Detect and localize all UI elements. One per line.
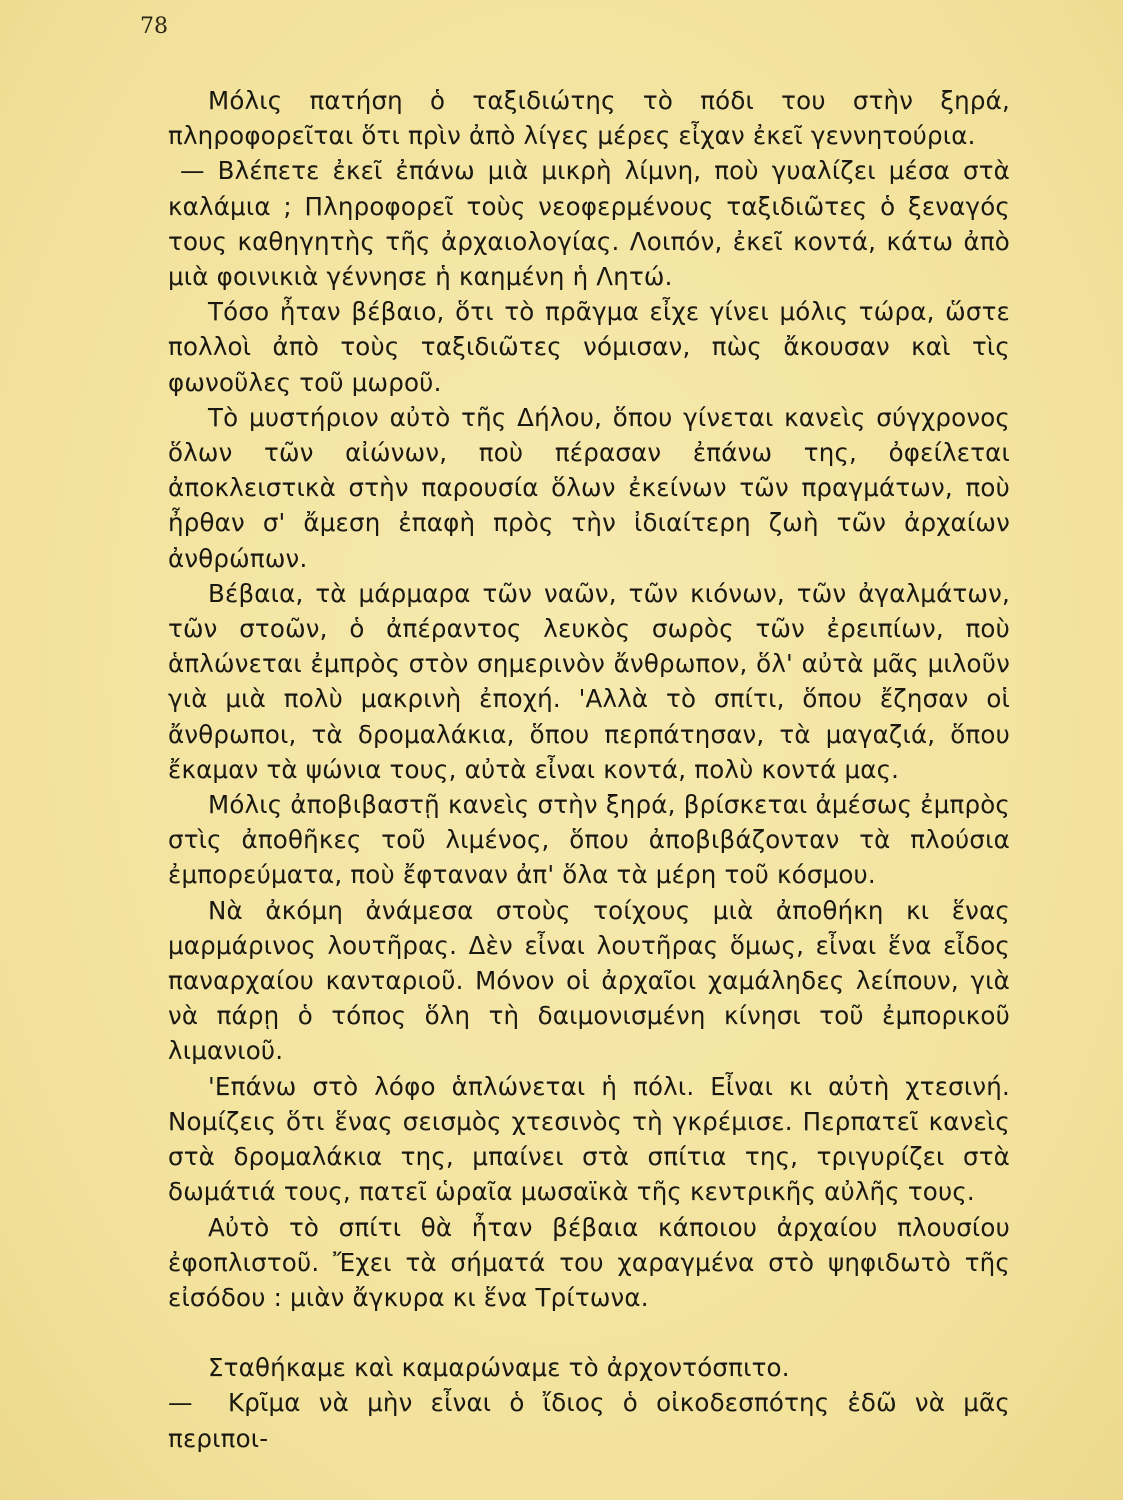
paragraph: Τὸ μυστήριον αὐτὸ τῆς Δήλου, ὅπου γίνεται κανεὶς σύγχρονος ὅλων τῶν αἰώνων, ποὺ πέρασαν ἐπάνω της, ὀφείλεται ἀποκλειστικὰ στὴν παρουσία ὅλων ἐκείνων τῶν πραγμάτων, ποὺ ἦρθαν σ' ἄμεση ἐπαφὴ πρὸς τὴν ἰδιαίτερη ζωὴ τῶν ἀρχαίων ἀνθρώπων. (168, 402, 1010, 573)
paragraph: — Βλέπετε ἐκεῖ ἐπάνω μιὰ μικρὴ λίμνη, ποὺ γυαλίζει μέσα στὰ καλάμια ; Πληροφορεῖ τοὺς νεοφερμένους ταξιδιῶτες ὁ ξεναγός τους καθηγητὴς τῆς ἀρχαιολογίας. Λοιπόν, ἐκεῖ κοντά, κάτω ἀπὸ μιὰ φοινικιὰ γέννησε ἡ καημένη ἡ Λητώ. (168, 156, 1010, 292)
paragraph: Μόλις ἀποβιβαστῇ κανεὶς στὴν ξηρά, βρίσκεται ἀμέσως ἐμπρὸς στὶς ἀποθῆκες τοῦ λιμένος, ὅπου ἀποβιβάζονταν τὰ πλούσια ἐμπορεύματα, ποὺ ἔφταναν ἀπ' ὅλα τὰ μέρη τοῦ κόσμου. (168, 790, 1010, 890)
paragraph: Βέβαια, τὰ μάρμαρα τῶν ναῶν, τῶν κιόνων, τῶν ἀγαλμάτων, τῶν στοῶν, ὁ ἀπέραντος λευκὸς σωρὸς τῶν ἐρειπίων, ποὺ ἁπλώνεται ἐμπρὸς στὸν σημερινὸν ἄνθρωπον, ὅλ' αὐτὰ μᾶς μιλοῦν γιὰ μιὰ πολὺ μακρινὴ ἐποχή. 'Αλλὰ τὸ σπίτι, ὅπου ἔζησαν οἱ ἄνθρωποι, τὰ δρομαλάκια, ὅπου περπάτησαν, τὰ μαγαζιά, ὅπου ἔκαμαν τὰ ψώνια τους, αὐτὰ εἶναι κοντά, πολὺ κοντά μας. (168, 578, 1010, 784)
paragraph: Σταθήκαμε καὶ καμαρώναμε τὸ ἀρχοντόσπιτο. (208, 1353, 790, 1383)
dialogue-text: Κρῖμα νὰ μὴν εἶναι ὁ ἴδιος ὁ οἰκοδεσπότης ἐδῶ νὰ μᾶς περιποι- (168, 1388, 1010, 1453)
paragraph: 'Επάνω στὸ λόφο ἁπλώνεται ἡ πόλι. Εἶναι κι αὐτὴ χτεσινή. Νομίζεις ὅτι ἕνας σεισμὸς χτεσινὸς τὴ γκρέμισε. Περπατεῖ κανεὶς στὰ δρομαλάκια της, μπαίνει στὰ σπίτια της, τριγυρίζει στὰ δωμάτιά τους, πατεῖ ὡραῖα μωσαϊκὰ τῆς κεντρικῆς αὐλῆς τους. (168, 1071, 1010, 1207)
page-number: 78 (140, 14, 168, 39)
paragraph: Μόλις πατήση ὁ ταξιδιώτης τὸ πόδι του στὴν ξηρά, πληροφορεῖται ὅτι πρὶν ἀπὸ λίγες μέρες εἶχαν ἐκεῖ γεννητούρια. (168, 86, 1010, 151)
paragraph: Νὰ ἀκόμη ἀνάμεσα στοὺς τοίχους μιὰ ἀποθήκη κι ἕνας μαρμάρινος λουτῆρας. Δὲν εἶναι λουτῆρας ὅμως, εἶναι ἕνα εἶδος παναρχαίου κανταριοῦ. Μόνον οἱ ἀρχαῖοι χαμάληδες λείπουν, γιὰ νὰ πάρῃ ὁ τόπος ὅλη τὴ δαιμονισμένη κίνησι τοῦ ἐμπορικοῦ λιμανιοῦ. (168, 895, 1010, 1066)
body-text (168, 83, 1010, 1456)
dialogue-line (168, 1385, 1010, 1455)
paragraph: Τόσο ἦταν βέβαιο, ὅτι τὸ πρᾶγμα εἶχε γίνει μόλις τώρα, ὥστε πολλοὶ ἀπὸ τοὺς ταξιδιῶτες νόμισαν, πὼς ἄκουσαν καὶ τὶς φωνοῦλες τοῦ μωροῦ. (168, 297, 1010, 397)
dialogue-dash: — (168, 1388, 193, 1418)
paragraph: Αὐτὸ τὸ σπίτι θὰ ἦταν βέβαια κάποιου ἀρχαίου πλουσίου ἐφοπλιστοῦ. Ἔχει τὰ σήματά του χαραγμένα στὸ ψηφιδωτὸ τῆς εἰσόδου : μιὰν ἄγκυρα κι ἕνα Τρίτωνα. (168, 1212, 1010, 1312)
